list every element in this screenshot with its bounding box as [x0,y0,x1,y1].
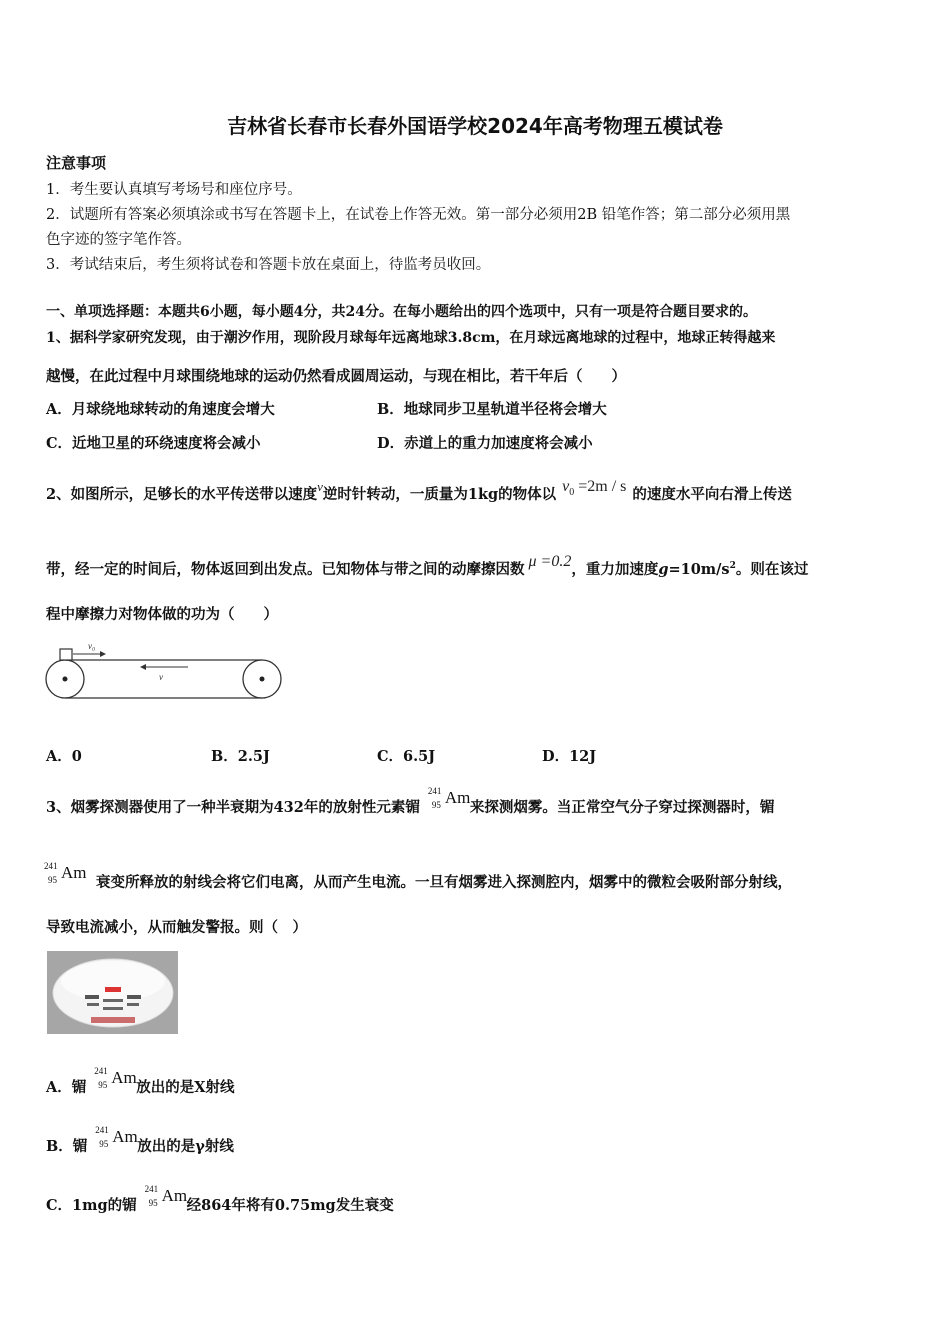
q2-exponent: 2 [729,561,736,572]
left-axle [63,677,68,682]
q1-option-b: B．地球同步卫星轨道半径将会增大 [377,401,607,418]
q2-g-symbol: g [658,561,669,578]
q3-stem-line3: 导致电流减小，从而触发警报。则（ ） [46,919,307,936]
q2-option-d: D．12J [542,748,597,765]
isotope-mass: 241 [427,786,442,796]
isotope-symbol: Am [112,1127,138,1146]
smoke-detector-photo [47,951,178,1034]
q3-text-1b: 来探测烟雾。当正常空气分子穿过探测器时，镅 [469,799,775,816]
notice-item-3: 3．考试结束后，考生须将试卷和答题卡放在桌面上，待监考员收回。 [46,257,491,273]
v-arrowhead [140,664,146,670]
americium-isotope [420,786,471,816]
q2-text-1c: 的速度水平向右滑上传送 [632,486,792,503]
isotope-atomic: 95 [431,800,441,810]
americium-isotope [86,1066,137,1096]
isotope-symbol: Am [161,1186,188,1205]
isotope-symbol: Am [61,863,87,882]
block [60,649,72,660]
q1-stem-line1: 1、据科学家研究发现，由于潮汐作用，现阶段月球每年远离地球3.8cm，在月球远离地球的过程中，地球正转得越来 [46,330,776,346]
q3-option-b [46,1125,234,1156]
q2-text-2a: 带，经一定的时间后，物体返回到出发点。已知物体与带之间的动摩擦因数 [46,561,525,578]
q2-stem-line3: 程中摩擦力对物体做的功为（ ） [46,606,278,623]
isotope-atomic: 95 [48,875,57,885]
page-title: 吉林省长春市长春外国语学校2024年高考物理五模试卷 [227,114,723,138]
q3-text-1a: 3、烟雾探测器使用了一种半衰期为432年的放射性元素镅 [46,799,420,816]
q2-initial-speed [562,478,627,499]
q2-option-c: C．6.5J [377,748,436,765]
americium-isotope [36,861,87,891]
notice-item-2-cont: 色字迹的签字笔作答。 [46,232,191,248]
q2-v0-value: =2m / s [578,478,627,495]
isotope-mass: 241 [44,861,58,871]
v0-label: v₀ [88,641,96,651]
v-label: v [159,672,163,682]
q3-stem-line1 [46,786,775,817]
q1-option-c: C．近地卫星的环绕速度将会减小 [46,435,261,452]
q3-option-a-prefix: A．镅 [46,1079,87,1096]
q2-text-2d: 。则在该过 [735,561,809,578]
right-axle [260,677,265,682]
q2-option-a: A．0 [46,748,82,765]
q2-text-2b: ，重力加速度 [571,561,659,578]
isotope-atomic: 95 [148,1198,158,1208]
q3-option-c-suffix: 经864年将有0.75mg发生衰变 [186,1197,394,1214]
section-heading: 一、单项选择题：本题共6小题，每小题4分，共24分。在每小题给出的四个选项中，只有一项是符合题目要求的。 [46,304,757,320]
notice-item-1: 1．考生要认真填写考场号和座位序号。 [46,182,302,198]
notice-heading: 注意事项 [46,154,107,172]
isotope-atomic: 95 [98,1080,108,1090]
q2-option-b: B．2.5J [211,748,270,765]
q3-option-b-suffix: 放出的是γ射线 [137,1138,234,1155]
q1-option-d: D．赤道上的重力加速度将会减小 [377,435,593,452]
smoke-detector-icon [47,951,178,1034]
q3-stem-line2 [36,861,792,892]
q2-text-2c: =10m/s [668,561,730,578]
q3-option-a [46,1066,235,1097]
isotope-mass: 241 [95,1125,109,1135]
q3-option-c [46,1184,394,1215]
v0-arrowhead [100,651,106,657]
isotope-atomic: 95 [99,1139,109,1149]
americium-isotope [87,1125,138,1155]
conveyor-belt-figure [40,640,290,710]
isotope-symbol: Am [111,1068,137,1087]
q2-v0-subscript: 0 [569,487,575,499]
q2-speed-symbol: v [317,479,323,494]
isotope-mass: 241 [144,1184,159,1194]
isotope-symbol: Am [444,788,471,807]
q2-v0-symbol: v [562,478,570,495]
q1-option-a: A．月球绕地球转动的角速度会增大 [46,401,275,418]
q2-friction-coefficient: μ =0.2 [528,553,572,570]
q2-text-1b: 逆时针转动，一质量为1kg的物体以 [322,486,557,503]
q1-stem-line2: 越慢，在此过程中月球围绕地球的运动仍然看成圆周运动，与现在相比，若干年后（ ） [46,368,626,385]
q3-text-2b: 衰变所释放的射线会将它们电离，从而产生电流。一旦有烟雾进入探测腔内，烟雾中的微粒会吸附部分射线， [96,874,792,891]
americium-isotope [137,1184,188,1214]
isotope-mass: 241 [94,1066,108,1076]
q2-stem-line1 [46,478,792,504]
q2-text-1a: 2、如图所示，足够长的水平传送带以速度 [46,486,318,503]
q2-stem-line2 [46,553,808,579]
q3-option-b-prefix: B．镅 [46,1138,88,1155]
q3-option-c-prefix: C．1mg的镅 [46,1197,137,1214]
notice-item-2: 2．试题所有答案必须填涂或书写在答题卡上，在试卷上作答无效。第一部分必须用2B 铅笔作答；第二部分必须用黑 [46,207,791,223]
q3-option-a-suffix: 放出的是X射线 [136,1079,235,1096]
